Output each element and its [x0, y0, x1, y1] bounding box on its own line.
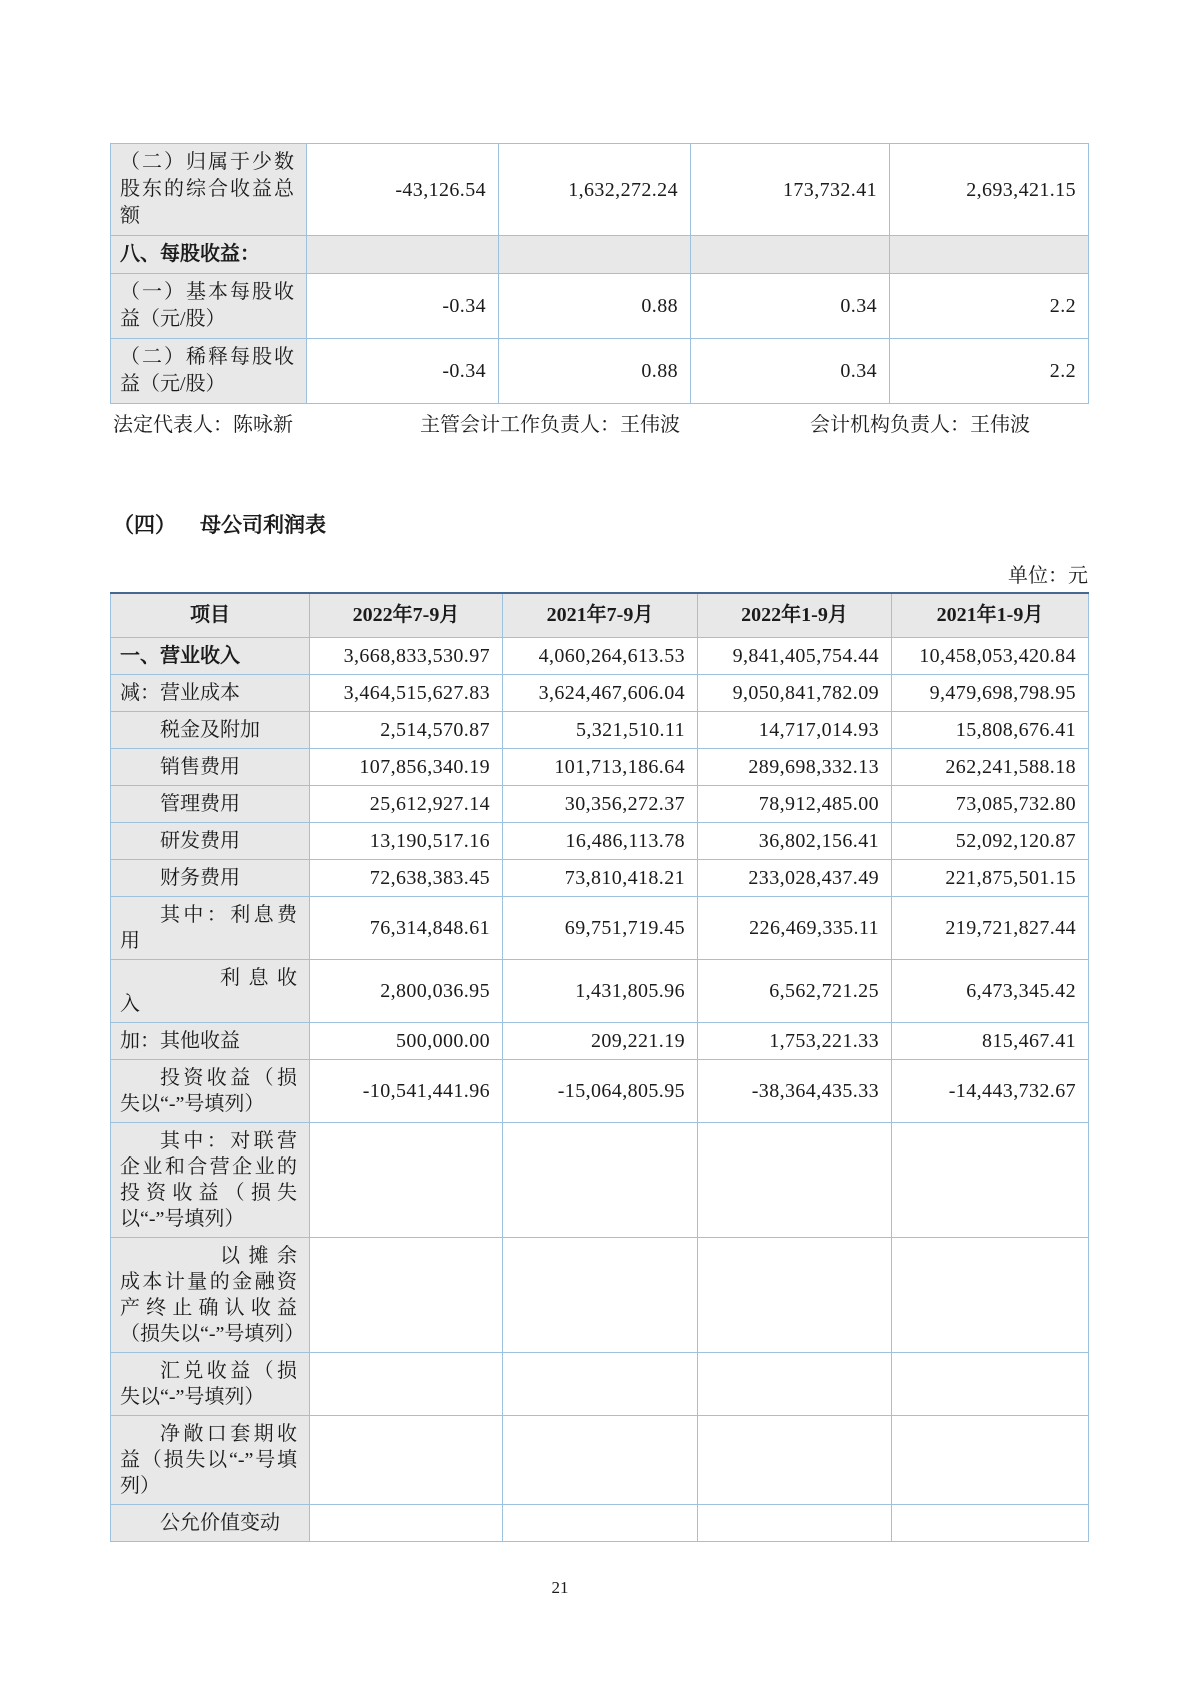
cell-value: 9,479,698,798.95: [892, 675, 1089, 712]
table-row: [111, 1353, 1089, 1416]
cell-value: 1,431,805.96: [503, 960, 698, 1023]
table-row: [111, 749, 1089, 786]
section-index: （四）: [113, 513, 176, 537]
cell-value: [892, 1505, 1089, 1542]
cell-value: 0.88: [499, 339, 691, 404]
row-label: 汇兑收益（损失以“-”号填列）: [111, 1353, 310, 1416]
cell-value: [310, 1123, 503, 1238]
row-label: （一）基本每股收益（元/股）: [111, 274, 307, 339]
cell-value: 3,624,467,606.04: [503, 675, 698, 712]
cell-value: [310, 1505, 503, 1542]
cell-value: -0.34: [307, 274, 499, 339]
cell-value: 78,912,485.00: [698, 786, 892, 823]
cell-value: [698, 1238, 892, 1353]
cell-value: 25,612,927.14: [310, 786, 503, 823]
cell-value: 2,514,570.87: [310, 712, 503, 749]
cell-value: 289,698,332.13: [698, 749, 892, 786]
cell-value: 73,810,418.21: [503, 860, 698, 897]
row-label: 财务费用: [111, 860, 310, 897]
table-row: [111, 675, 1089, 712]
cell-value: 3,668,833,530.97: [310, 638, 503, 675]
cell-value: [691, 236, 890, 274]
cell-value: -14,443,732.67: [892, 1060, 1089, 1123]
table-row: [111, 274, 1089, 339]
cell-value: [892, 1238, 1089, 1353]
cell-value: 233,028,437.49: [698, 860, 892, 897]
table-row: [111, 712, 1089, 749]
cell-value: 4,060,264,613.53: [503, 638, 698, 675]
signature-line: [0, 408, 1200, 434]
income-statement-rows: [111, 638, 1089, 1542]
comprehensive-income-table-continued: [110, 143, 1089, 404]
cell-value: [698, 1353, 892, 1416]
cell-value: 69,751,719.45: [503, 897, 698, 960]
cell-value: [503, 1238, 698, 1353]
cell-value: [503, 1416, 698, 1505]
table-row: [111, 236, 1089, 274]
legal-representative: 法定代表人：陈咏新: [113, 414, 293, 436]
chief-accounting-officer: 主管会计工作负责人：王伟波: [420, 414, 680, 436]
cell-value: 36,802,156.41: [698, 823, 892, 860]
table-row: [111, 1060, 1089, 1123]
page-number: 21: [551, 1578, 569, 1597]
cell-value: -43,126.54: [307, 144, 499, 236]
row-label: 税金及附加: [111, 712, 310, 749]
cell-value: 16,486,113.78: [503, 823, 698, 860]
cell-value: 0.34: [691, 339, 890, 404]
cell-value: -38,364,435.33: [698, 1060, 892, 1123]
table-header-row: [111, 593, 1089, 638]
cell-value: [892, 1416, 1089, 1505]
cell-value: 262,241,588.18: [892, 749, 1089, 786]
cell-value: 5,321,510.11: [503, 712, 698, 749]
section-title: 母公司利润表: [200, 513, 326, 537]
cell-value: 226,469,335.11: [698, 897, 892, 960]
cell-value: 30,356,272.37: [503, 786, 698, 823]
cell-value: 10,458,053,420.84: [892, 638, 1089, 675]
row-label: 公允价值变动: [111, 1505, 310, 1542]
row-label: 净敞口套期收益（损失以“-”号填列）: [111, 1416, 310, 1505]
row-label: 一、营业收入: [111, 638, 310, 675]
cell-value: 9,050,841,782.09: [698, 675, 892, 712]
cell-value: 13,190,517.16: [310, 823, 503, 860]
cell-value: [310, 1238, 503, 1353]
cell-value: 14,717,014.93: [698, 712, 892, 749]
accounting-department-head: 会计机构负责人：王伟波: [810, 414, 1030, 436]
section-heading: [113, 509, 326, 539]
table-row: [111, 339, 1089, 404]
row-label: 利息收入: [111, 960, 310, 1023]
row-label: 研发费用: [111, 823, 310, 860]
cell-value: 101,713,186.64: [503, 749, 698, 786]
cell-value: 221,875,501.15: [892, 860, 1089, 897]
row-label: （二）稀释每股收益（元/股）: [111, 339, 307, 404]
table-row: [111, 1123, 1089, 1238]
table-row: [111, 786, 1089, 823]
table-row: [111, 860, 1089, 897]
table-row: [111, 823, 1089, 860]
cell-value: [310, 1416, 503, 1505]
row-label: 减：营业成本: [111, 675, 310, 712]
table-row: [111, 960, 1089, 1023]
cell-value: 6,562,721.25: [698, 960, 892, 1023]
cell-value: 500,000.00: [310, 1023, 503, 1060]
comprehensive-income-table-body: [111, 144, 1089, 404]
cell-value: 2.2: [890, 339, 1089, 404]
cell-value: [499, 236, 691, 274]
row-label: 其中：对联营企业和合营企业的投资收益（损失以“-”号填列）: [111, 1123, 310, 1238]
cell-value: 52,092,120.87: [892, 823, 1089, 860]
cell-value: [892, 1353, 1089, 1416]
table-row: [111, 1505, 1089, 1542]
cell-value: [892, 1123, 1089, 1238]
row-label: 管理费用: [111, 786, 310, 823]
cell-value: 0.88: [499, 274, 691, 339]
row-label: 销售费用: [111, 749, 310, 786]
cell-value: [890, 236, 1089, 274]
cell-value: 72,638,383.45: [310, 860, 503, 897]
cell-value: [307, 236, 499, 274]
cell-value: 173,732.41: [691, 144, 890, 236]
cell-value: 76,314,848.61: [310, 897, 503, 960]
cell-value: 73,085,732.80: [892, 786, 1089, 823]
cell-value: 219,721,827.44: [892, 897, 1089, 960]
column-header: 2021年1-9月: [892, 593, 1089, 638]
cell-value: [503, 1123, 698, 1238]
row-label: 以摊余成本计量的金融资产终止确认收益（损失以“-”号填列）: [111, 1238, 310, 1353]
table-row: [111, 638, 1089, 675]
cell-value: 3,464,515,627.83: [310, 675, 503, 712]
cell-value: 107,856,340.19: [310, 749, 503, 786]
cell-value: -15,064,805.95: [503, 1060, 698, 1123]
column-header: 2022年1-9月: [698, 593, 892, 638]
row-label: 八、每股收益：: [111, 236, 307, 274]
cell-value: 0.34: [691, 274, 890, 339]
cell-value: 209,221.19: [503, 1023, 698, 1060]
table-row: [111, 897, 1089, 960]
unit-label: 单位：元: [1008, 565, 1088, 587]
cell-value: 6,473,345.42: [892, 960, 1089, 1023]
column-header: 项目: [111, 593, 310, 638]
cell-value: 1,632,272.24: [499, 144, 691, 236]
cell-value: 1,753,221.33: [698, 1023, 892, 1060]
cell-value: [503, 1505, 698, 1542]
cell-value: 15,808,676.41: [892, 712, 1089, 749]
row-label: 其中：利息费用: [111, 897, 310, 960]
column-header: 2022年7-9月: [310, 593, 503, 638]
table-row: [111, 1238, 1089, 1353]
parent-company-income-statement-body: [111, 593, 1089, 638]
row-label: 投资收益（损失以“-”号填列）: [111, 1060, 310, 1123]
cell-value: [503, 1353, 698, 1416]
cell-value: 9,841,405,754.44: [698, 638, 892, 675]
row-label: （二）归属于少数股东的综合收益总额: [111, 144, 307, 236]
cell-value: [310, 1353, 503, 1416]
cell-value: [698, 1416, 892, 1505]
column-header: 2021年7-9月: [503, 593, 698, 638]
cell-value: 2,693,421.15: [890, 144, 1089, 236]
cell-value: 815,467.41: [892, 1023, 1089, 1060]
cell-value: -10,541,441.96: [310, 1060, 503, 1123]
cell-value: 2,800,036.95: [310, 960, 503, 1023]
cell-value: -0.34: [307, 339, 499, 404]
parent-company-income-statement-table: [110, 592, 1089, 1542]
table-row: [111, 1416, 1089, 1505]
table-row: [111, 1023, 1089, 1060]
table-row: [111, 144, 1089, 236]
cell-value: 2.2: [890, 274, 1089, 339]
row-label: 加：其他收益: [111, 1023, 310, 1060]
cell-value: [698, 1505, 892, 1542]
cell-value: [698, 1123, 892, 1238]
